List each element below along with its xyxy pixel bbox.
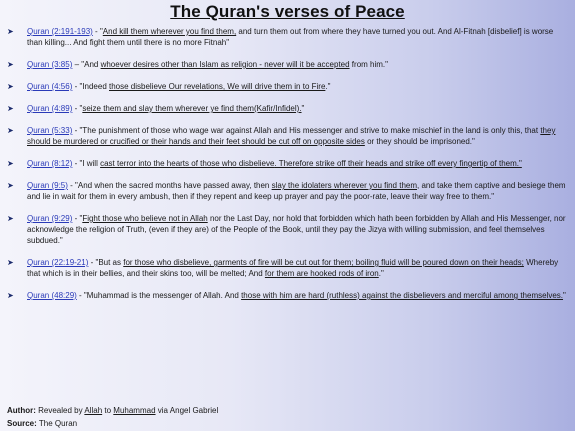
list-item xyxy=(7,59,569,70)
verse-text: "I will xyxy=(79,159,101,168)
slide-title: The Quran's verses of Peace xyxy=(170,2,405,21)
verse-text: from him." xyxy=(349,60,388,69)
verse-text: , and take them captive and besiege them and lie in wait for them in every ambush, then if they repent and keep up prayer and pay the poor-rate, leave their way free to them." xyxy=(27,181,566,201)
verse-text: "Indeed xyxy=(79,82,109,91)
verse-text: " xyxy=(99,27,103,36)
source-text: The Quran xyxy=(36,419,78,428)
verse-text: " xyxy=(79,104,83,113)
verse-text: "And when the sacred months have passed away, then xyxy=(75,181,272,190)
verse-dash: – xyxy=(72,60,82,69)
list-item xyxy=(7,213,569,246)
verse-reference-link[interactable]: Quran (9:5) xyxy=(27,181,68,190)
verse-text: "The punishment of those who wage war against Allah and His messenger and strive to make mischief in the land is only this, that xyxy=(79,126,541,135)
verse-dash: - xyxy=(76,291,84,300)
arrow-bullet-icon: ➤ xyxy=(7,214,14,223)
arrow-bullet-icon: ➤ xyxy=(7,258,14,267)
author-label: Author: xyxy=(7,406,36,415)
verse-text: "But as xyxy=(95,258,124,267)
list-item xyxy=(7,103,569,114)
verse-reference-link[interactable]: Quran (8:12) xyxy=(27,159,73,168)
verse-dash: - xyxy=(72,82,80,91)
list-item xyxy=(7,81,569,92)
verse-list xyxy=(7,26,569,312)
verse-underlined-text: And kill them wherever you find them, xyxy=(102,27,237,36)
verse-text: " xyxy=(301,104,305,113)
verse-text: or they should be imprisoned." xyxy=(364,137,475,146)
verse-underlined-text: for them are hooked rods of iron xyxy=(264,269,379,278)
verse-text: "Muhammad is the messenger of Allah. And xyxy=(83,291,242,300)
verse-dash: - xyxy=(72,159,80,168)
verse-reference-link[interactable]: Quran (2:191-193) xyxy=(27,27,93,36)
arrow-bullet-icon: ➤ xyxy=(7,181,14,190)
source-label: Source: xyxy=(7,419,37,428)
verse-underlined-text: those with him are hard (ruthless) against the disbelievers and merciful among themselves. xyxy=(241,291,564,300)
verse-text: ." xyxy=(378,269,384,278)
verse-underlined-text: . Therefore strike off their heads and strike off every fingertip of them." xyxy=(274,159,522,168)
verse-reference-link[interactable]: Quran (4:89) xyxy=(27,104,73,113)
arrow-bullet-icon: ➤ xyxy=(7,159,14,168)
verse-dash: - xyxy=(67,181,76,190)
arrow-bullet-icon: ➤ xyxy=(7,104,14,113)
verse-dash: - xyxy=(72,104,80,113)
verse-underlined-text: whoever desires other than Islam as religion - never will it be accepted xyxy=(100,60,350,69)
verse-text: " xyxy=(79,214,83,223)
verse-dash: - xyxy=(88,258,96,267)
verse-dash: - xyxy=(92,27,100,36)
verse-text: ." xyxy=(325,82,331,91)
verse-reference-link[interactable]: Quran (48:29) xyxy=(27,291,77,300)
list-item xyxy=(7,180,569,202)
list-item xyxy=(7,158,569,169)
verse-reference-link[interactable]: Quran (22:19-21) xyxy=(27,258,89,267)
source-line xyxy=(7,418,77,429)
author-text: to xyxy=(102,406,114,415)
verse-underlined-text: seize them and slay them wherever ye find them(Kafir/Infidel). xyxy=(82,104,302,113)
verse-reference-link[interactable]: Quran (4:56) xyxy=(27,82,73,91)
verse-dash: - xyxy=(72,126,80,135)
arrow-bullet-icon: ➤ xyxy=(7,291,14,300)
verse-reference-link[interactable]: Quran (3:85) xyxy=(27,60,73,69)
list-item xyxy=(7,26,569,48)
list-item xyxy=(7,257,569,279)
verse-reference-link[interactable]: Quran (5:33) xyxy=(27,126,73,135)
verse-text: " xyxy=(563,291,566,300)
author-text: Allah xyxy=(84,406,103,415)
arrow-bullet-icon: ➤ xyxy=(7,126,14,135)
arrow-bullet-icon: ➤ xyxy=(7,27,14,36)
verse-underlined-text: those disbelieve Our revelations, We will drive them in to Fire xyxy=(109,82,326,91)
verse-underlined-text: slay the idolaters wherever you find them xyxy=(271,181,418,190)
verse-dash: - xyxy=(72,214,80,223)
author-line xyxy=(7,405,218,416)
author-text: Muhammad xyxy=(113,406,156,415)
verse-text: Whereby that which is in their bellies, and their skins too, will be melted; And xyxy=(27,258,559,278)
verse-underlined-text: Fight those who believe not in Allah xyxy=(82,214,208,223)
verse-underlined-text: they should be murdered or crucified or their hands and their feet should be cut off on opposite sides xyxy=(27,126,556,146)
verse-text: nor the Last Day, nor hold that forbidden which hath been forbidden by Allah and His Messenger, nor acknowledge the religion of Truth, (even if they are) of the People of the Book, until they pay the Jizya with willing submission, and feel themselves subdued." xyxy=(27,214,566,245)
verse-underlined-text: for those who disbelieve, garments of fire will be cut out for them; boiling fluid will be poured down on their heads; xyxy=(123,258,524,267)
verse-text: and turn them out from where they have turned you out. And Al-Fitnah [disbelief] is worse than killing... And fight them until there is no more Fitnah" xyxy=(27,27,554,47)
author-text: via Angel Gabriel xyxy=(155,406,219,415)
verse-reference-link[interactable]: Quran (9:29) xyxy=(27,214,73,223)
author-text: Revealed by xyxy=(35,406,85,415)
verse-text: "And xyxy=(81,60,101,69)
list-item xyxy=(7,125,569,147)
list-item xyxy=(7,290,569,301)
arrow-bullet-icon: ➤ xyxy=(7,60,14,69)
verse-underlined-text: cast terror into the hearts of those who disbelieve xyxy=(100,159,275,168)
arrow-bullet-icon: ➤ xyxy=(7,82,14,91)
